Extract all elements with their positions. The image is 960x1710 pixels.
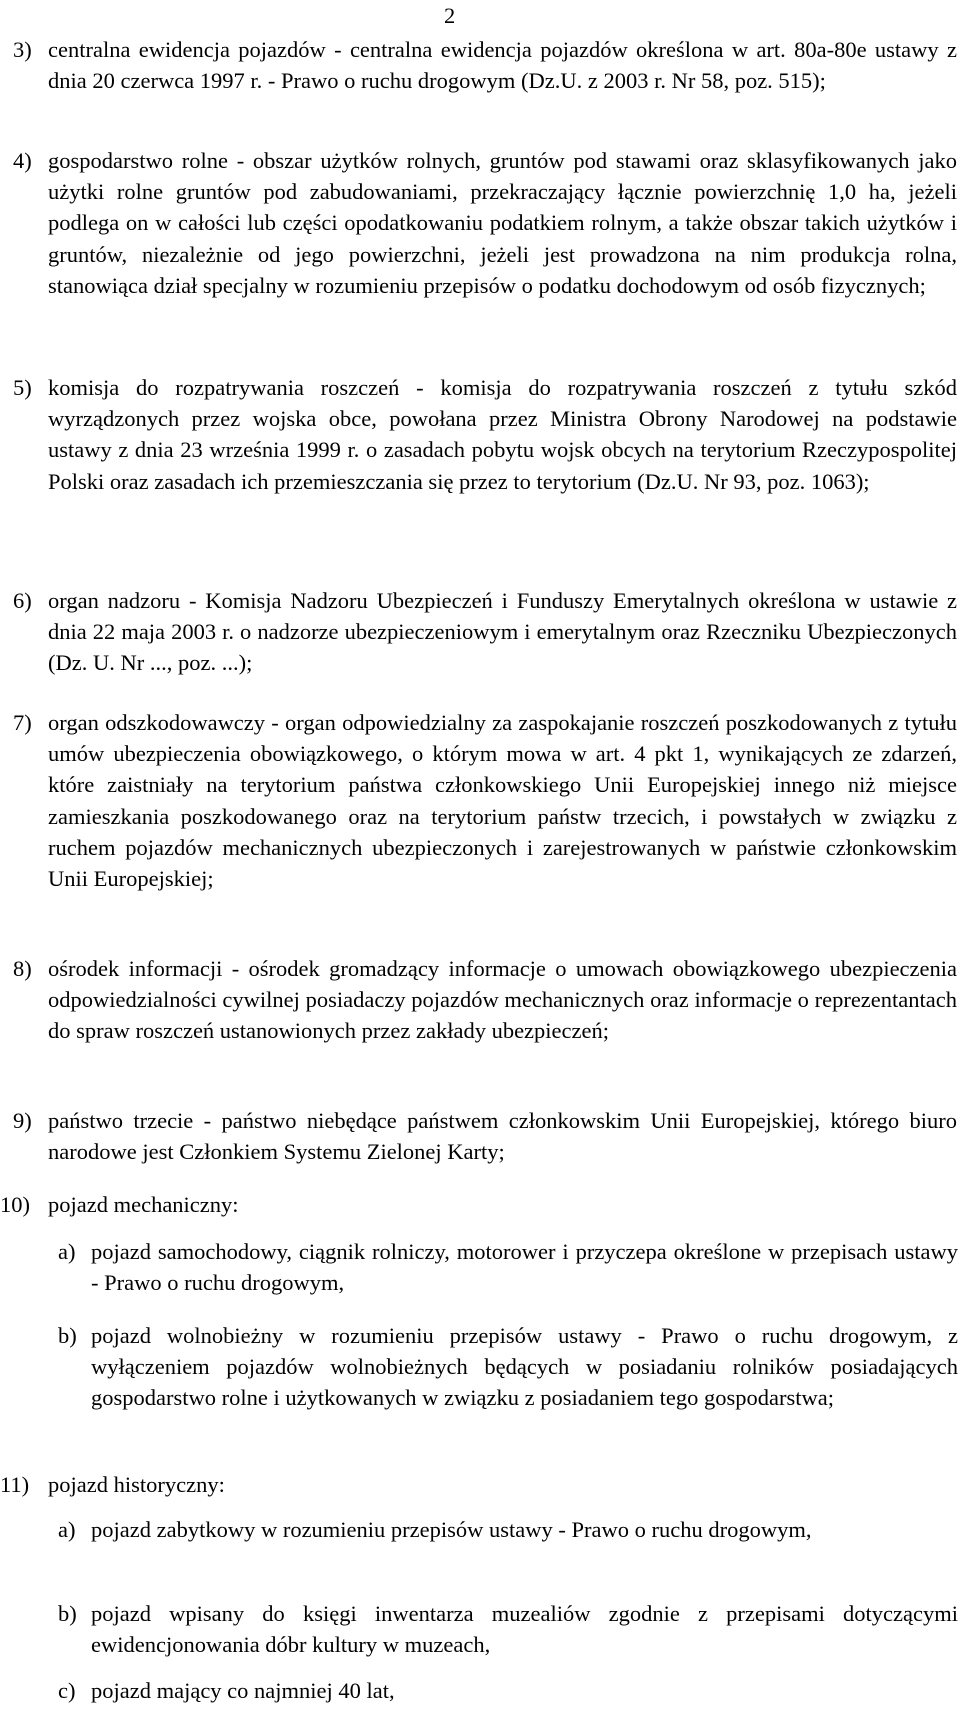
subitem-text: pojazd zabytkowy w rozumieniu przepisów ustawy - Prawo o ruchu drogowym, [91,1517,812,1542]
subitem-10-a [58,1236,958,1298]
item-number: 3) [13,37,32,62]
item-number: 9) [13,1108,32,1133]
item-text: organ nadzoru - Komisja Nadzoru Ubezpieczeń i Funduszy Emerytalnych określona w ustawie z dnia 22 maja 2003 r. o nadzorze ubezpieczeniowym i emerytalnym oraz Rzeczniku Ubezpieczonych (Dz. U. Nr ..., poz. ...); [48,588,957,676]
subitem-letter: b) [58,1601,77,1626]
subitem-11-b [58,1598,958,1660]
definition-item-6 [13,585,957,679]
item-number: 11) [0,1472,30,1497]
subitem-10-b [58,1320,958,1414]
subitem-letter: b) [58,1323,77,1348]
definition-item-3 [13,34,957,96]
page-number: 2 [444,3,456,28]
subitem-text: pojazd mający co najmniej 40 lat, [91,1678,395,1703]
subitem-text: pojazd samochodowy, ciągnik rolniczy, motorower i przyczepa określone w przepisach ustawy - Prawo o ruchu drogowym, [91,1239,958,1296]
item-number: 4) [13,148,32,173]
definition-item-7 [13,707,957,894]
item-text: ośrodek informacji - ośrodek gromadzący informacje o umowach obowiązkowego ubezpieczenia odpowiedzialności cywilnej posiadaczy pojazdów mechanicznych oraz informacje o reprezentantach do spraw roszczeń ustanowionych przez zakłady ubezpieczeń; [48,956,957,1044]
subitem-11-a [58,1514,958,1545]
item-number: 10) [0,1192,30,1217]
item-text: pojazd mechaniczny: [48,1192,239,1217]
definition-item-4 [13,145,957,301]
item-number: 7) [13,710,32,735]
subitem-text: pojazd wolnobieżny w rozumieniu przepisów ustawy - Prawo o ruchu drogowym, z wyłączeniem pojazdów wolnobieżnych będących w posiadaniu rolników posiadających gospodarstwo rolne i użytkowanych w związku z posiadaniem tego gospodarstwa; [91,1323,958,1411]
definition-item-9 [13,1105,957,1167]
definition-item-5 [13,372,957,497]
item-number: 6) [13,588,32,613]
definition-item-11 [0,1469,957,1500]
item-text: komisja do rozpatrywania roszczeń - komisja do rozpatrywania roszczeń z tytułu szkód wyrządzonych przez wojska obce, powołana przez Ministra Obrony Narodowej na podstawie ustawy z dnia 23 września 1999 r. o zasadach pobytu wojsk obcych na terytorium Rzeczypospolitej Polski oraz zasadach ich przemieszczania się przez to terytorium (Dz.U. Nr 93, poz. 1063); [48,375,957,494]
item-text: pojazd historyczny: [48,1472,225,1497]
subitem-letter: a) [58,1239,76,1264]
item-text: organ odszkodowawczy - organ odpowiedzialny za zaspokajanie roszczeń poszkodowanych z tytułu umów ubezpieczenia obowiązkowego, o którym mowa w art. 4 pkt 1, wynikających ze zdarzeń, które zaistniały na terytorium państwa członkowskiego Unii Europejskiej innego niż miejsce zamieszkania poszkodowanego oraz na terytorium państw trzecich, i powstałych w związku z ruchem pojazdów mechanicznych ubezpieczonych i zarejestrowanych w państwie członkowskim Unii Europejskiej; [48,710,957,892]
subitem-letter: a) [58,1517,76,1542]
subitem-text: pojazd wpisany do księgi inwentarza muzealiów zgodnie z przepisami dotyczącymi ewidencjonowania dóbr kultury w muzeach, [91,1601,958,1658]
item-text: centralna ewidencja pojazdów - centralna ewidencja pojazdów określona w art. 80a-80e ustawy z dnia 20 czerwca 1997 r. - Prawo o ruchu drogowym (Dz.U. z 2003 r. Nr 58, poz. 515); [48,37,957,94]
item-number: 8) [13,956,32,981]
subitem-11-c [58,1675,958,1706]
definition-item-10 [0,1189,957,1220]
definition-item-8 [13,953,957,1047]
subitem-letter: c) [58,1678,76,1703]
item-text: państwo trzecie - państwo niebędące państwem członkowskim Unii Europejskiej, którego biuro narodowe jest Członkiem Systemu Zielonej Karty; [48,1108,957,1165]
item-text: gospodarstwo rolne - obszar użytków rolnych, gruntów pod stawami oraz sklasyfikowanych jako użytki rolne gruntów pod zabudowaniami, przekraczający łącznie powierzchnię 1,0 ha, jeżeli podlega on w całości lub części opodatkowaniu podatkiem rolnym, a także obszar takich użytków i gruntów, niezależnie od jego powierzchni, jeżeli jest prowadzona na nim produkcja rolna, stanowiąca dział specjalny w rozumieniu przepisów o podatku dochodowym od osób fizycznych; [48,148,957,298]
item-number: 5) [13,375,32,400]
